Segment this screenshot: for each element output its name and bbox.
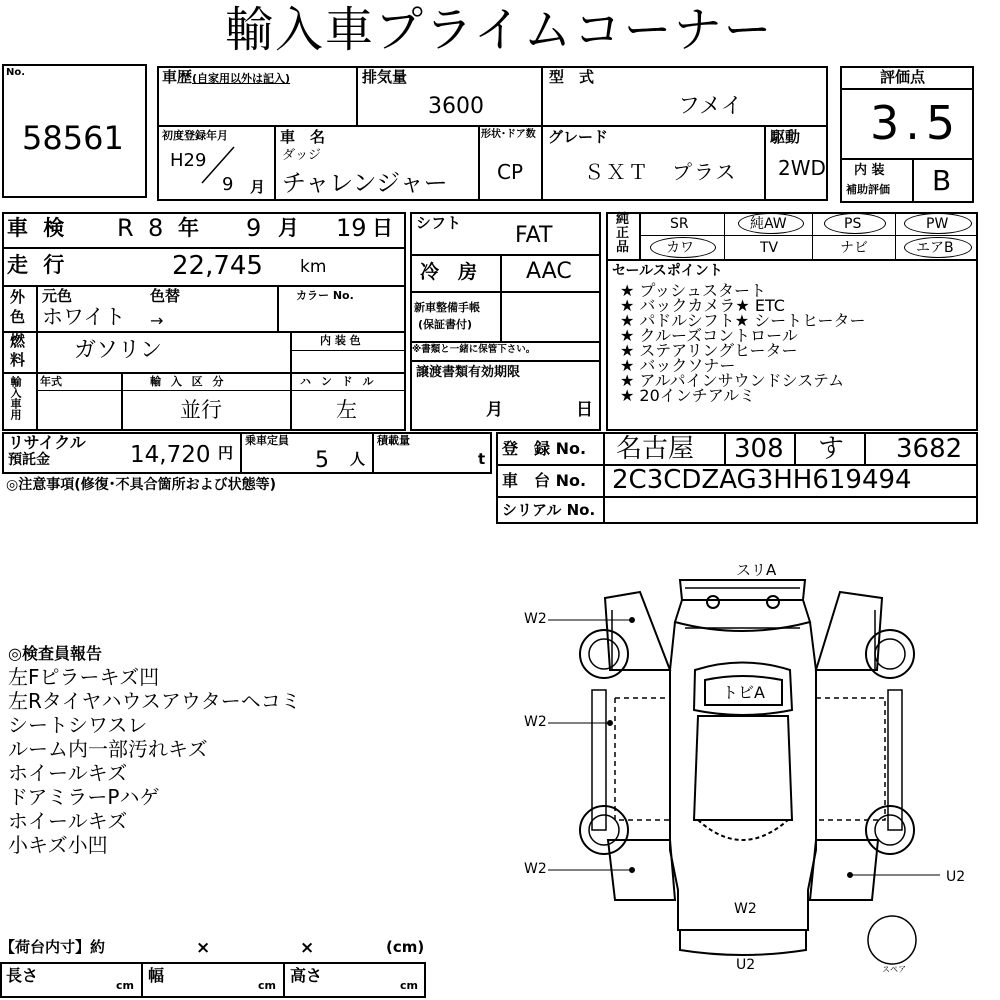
equipment-aw: 純AW — [750, 216, 787, 232]
interior-sub-label: 補助評価 — [846, 183, 890, 196]
drive-value: 2WD — [778, 156, 826, 180]
import-class-label: 輸 入 区 分 — [150, 375, 227, 388]
diagram-label-w2-rear: W2 — [734, 901, 757, 917]
page-title: 輸入車プライムコーナー — [225, 2, 774, 58]
report-item: 小キズ小凹 — [8, 833, 108, 857]
inspection-era: R — [117, 214, 134, 242]
inspection-label: 車 検 — [7, 216, 69, 240]
sales-point: ★ クルーズコントロール — [620, 326, 798, 345]
score-value: 3.5 — [870, 96, 962, 150]
sales-point: ★ パドルシフト★ シートヒーター — [620, 311, 866, 330]
cargo-length-label: 長さ — [6, 966, 39, 985]
transfer-label: 譲渡書類有効期限 — [416, 365, 521, 380]
mileage-value: 22,745 — [172, 251, 263, 281]
notes-label: ◎注意事項(修復･不具合箇所および状態等) — [6, 477, 277, 493]
inspector-report-list — [8, 665, 301, 857]
load-label: 積載量 — [377, 434, 410, 447]
transfer-day-unit: 日 — [576, 400, 593, 420]
serial-label: シリアル No. — [502, 501, 596, 519]
recycle-unit: 円 — [218, 444, 234, 462]
first-reg-month: 9 — [222, 174, 234, 195]
mileage-unit: km — [300, 257, 327, 277]
mileage-label: 走 行 — [7, 253, 69, 277]
color-original-label: 元色 — [42, 287, 73, 305]
sales-points-list — [620, 283, 866, 403]
equipment-leather: カワ — [666, 240, 694, 256]
sales-point: ★ アルパインサウンドシステム — [620, 371, 845, 390]
registration-class: 308 — [734, 434, 784, 464]
diagram-label-w2-left-door: W2 — [524, 714, 547, 730]
model-type-value: フメイ — [678, 94, 743, 119]
equipment-tv: TV — [760, 240, 779, 256]
score-label: 評価点 — [880, 68, 926, 86]
sales-point: ★ バックソナー — [620, 356, 736, 375]
aircon-value: AAC — [526, 259, 572, 284]
capacity-unit: 人 — [350, 450, 366, 468]
service-record-label-2: (保証書付) — [418, 318, 473, 331]
import-side-label: 輸入車用 — [9, 376, 22, 420]
lot-box — [2, 64, 147, 198]
color-arrow: → — [150, 311, 164, 330]
registration-kana: す — [818, 434, 845, 464]
sales-point: ★ バックカメラ★ ETC — [620, 296, 785, 315]
import-class-value: 並行 — [180, 398, 222, 422]
inspection-month: 9 — [246, 214, 262, 242]
report-item: ドアミラーPハゲ — [8, 785, 160, 809]
equipment-side-label-2: 正 — [616, 226, 630, 241]
cargo-width-unit: cm — [258, 979, 276, 992]
interior-label: 内 装 — [854, 163, 885, 178]
sales-point: ★ プッシュスタート — [620, 281, 766, 300]
recycle-value: 14,720 — [130, 442, 211, 468]
diagram-label-u2-bottom: U2 — [736, 957, 756, 973]
lot-no-label: No. — [6, 67, 26, 78]
color-code-label: カラー No. — [296, 289, 354, 302]
grade-value: ＳＸＴ プラス — [584, 160, 738, 184]
color-change-label: 色替 — [150, 287, 181, 305]
fuel-value: ガソリン — [74, 338, 163, 363]
report-item: シートシワスレ — [8, 713, 148, 737]
capacity-label: 乗車定員 — [245, 434, 289, 447]
body-value: CP — [497, 160, 524, 184]
interior-value: B — [932, 164, 952, 197]
inspector-report-label: ◎検査員報告 — [8, 644, 102, 663]
first-reg-label: 初度登録年月 — [162, 129, 228, 142]
cargo-label: 【荷台内寸】約 — [0, 938, 106, 956]
equipment-airbag: エアB — [916, 240, 954, 256]
load-unit: t — [478, 450, 486, 468]
transfer-month-unit: 月 — [486, 400, 503, 420]
fuel-side-label-2: 料 — [10, 351, 26, 369]
diagram-label-top: スリA — [736, 561, 777, 579]
displacement-value: 3600 — [428, 94, 484, 119]
diagram-label-w2-rear-left: W2 — [524, 861, 547, 877]
car-name-value: チャレンジャー — [282, 169, 448, 197]
registration-label: 登 録 No. — [502, 439, 587, 458]
first-reg-month-unit: 月 — [250, 178, 266, 196]
recycle-label-1: リサイクル — [8, 433, 86, 452]
cargo-unit: (cm) — [386, 938, 425, 956]
cargo-length-unit: cm — [116, 979, 134, 992]
fuel-side-label-1: 燃 — [10, 332, 26, 350]
model-type-label: 型 式 — [549, 68, 595, 86]
equipment-sr: SR — [670, 216, 689, 232]
shift-value: FAT — [515, 223, 553, 248]
registration-area: 名古屋 — [616, 434, 695, 464]
drive-label: 駆動 — [770, 128, 801, 146]
report-item: 左Rタイヤハウスアウターヘコミ — [8, 689, 301, 713]
equipment-pw: PW — [926, 216, 949, 232]
shift-label: シフト — [416, 214, 462, 232]
inspection-day: 19 — [336, 214, 367, 242]
cargo-x1: × — [196, 938, 211, 958]
inspection-year: 8 — [148, 214, 164, 242]
interior-color-label: 内 装 色 — [320, 334, 361, 347]
lot-number: 58561 — [22, 119, 124, 157]
cargo-x2: × — [300, 938, 315, 958]
color-side-label-2: 色 — [10, 308, 26, 326]
sales-point: ★ 20インチアルミ — [620, 386, 756, 405]
import-year-label: 年式 — [40, 375, 62, 388]
equipment-side-label-3: 品 — [616, 240, 630, 255]
handle-label: ハ ン ド ル — [300, 375, 377, 388]
grade-label: グレード — [548, 128, 609, 146]
report-item: ルーム内一部汚れキズ — [8, 737, 208, 761]
cargo-grid — [0, 962, 426, 998]
cargo-height-unit: cm — [400, 979, 418, 992]
service-record-note: ※書類と一緒に保管下さい。 — [412, 344, 536, 355]
car-maker: ダッジ — [282, 148, 322, 163]
history-label: 車歴(自家用以外は記入) — [162, 68, 291, 86]
equipment-side-label-1: 純 — [616, 212, 630, 227]
diagram-label-roof: トビA — [722, 683, 765, 702]
cargo-width-label: 幅 — [148, 966, 165, 985]
report-item: ホイールキズ — [8, 761, 128, 785]
equipment-navi: ナビ — [840, 240, 868, 256]
sales-point: ★ ステアリングヒーター — [620, 341, 798, 360]
aircon-label: 冷 房 — [420, 261, 478, 283]
registration-number: 3682 — [896, 434, 963, 464]
displacement-label: 排気量 — [362, 68, 408, 86]
report-item: 左Fピラーキズ凹 — [8, 665, 160, 689]
recycle-label-2: 預託金 — [8, 452, 50, 468]
chassis-label: 車 台 No. — [502, 471, 587, 490]
cargo-height-label: 高さ — [290, 966, 323, 985]
chassis-value: 2C3CDZAG3HH619494 — [612, 465, 912, 495]
inspection-year-unit: 年 — [178, 216, 199, 240]
color-side-label-1: 外 — [10, 288, 26, 306]
capacity-value: 5 — [315, 448, 329, 473]
body-label: 形状･ドア数 — [481, 129, 536, 140]
diagram-label-w2-front-left: W2 — [524, 611, 547, 627]
first-reg-year: H29 — [170, 150, 207, 171]
inspection-month-unit: 月 — [278, 216, 299, 240]
inspection-day-unit: 日 — [372, 216, 393, 240]
diagram-label-u2-right: U2 — [946, 869, 966, 885]
diagram-label-spare: スペア — [882, 965, 906, 974]
car-name-label: 車 名 — [280, 128, 326, 146]
color-value: ホワイト — [42, 305, 126, 329]
car-damage-diagram — [520, 560, 980, 990]
service-record-label-1: 新車整備手帳 — [414, 301, 480, 314]
handle-value: 左 — [336, 398, 357, 422]
equipment-ps: PS — [844, 216, 862, 232]
sales-points-label: セールスポイント — [612, 263, 723, 279]
report-item: ホイールキズ — [8, 809, 128, 833]
